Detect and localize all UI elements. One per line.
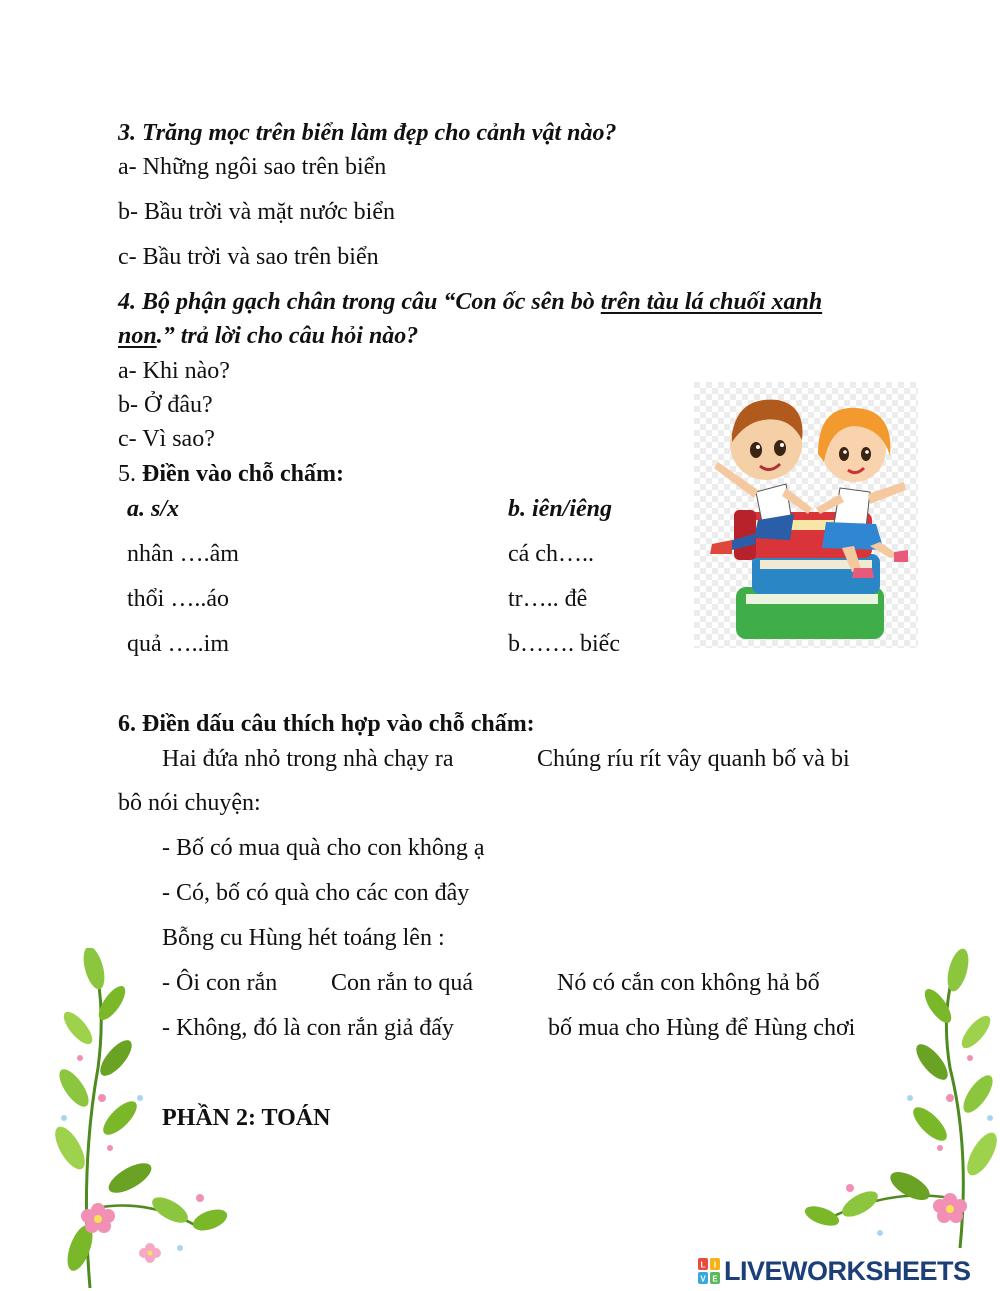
question-5-title xyxy=(118,459,344,489)
flower-decoration-left xyxy=(50,948,235,1291)
passage-line-6a: - Ôi con rắn xyxy=(162,970,278,996)
question-5-number: 5. xyxy=(118,461,142,487)
passage-line-7a: - Không, đó là con rắn giả đấy xyxy=(162,1015,454,1041)
question-3-option-a: a- Những ngôi sao trên biển xyxy=(118,154,387,180)
fill-item-b3[interactable]: b……. biếc xyxy=(508,631,620,657)
badge-letter-e: E xyxy=(712,1274,718,1284)
liveworksheets-badge-icon xyxy=(698,1258,720,1284)
part-2-heading: PHẦN 2: TOÁN xyxy=(162,1105,331,1131)
flower-decoration-right xyxy=(800,948,1000,1248)
fill-item-a2[interactable]: thổi …..áo xyxy=(127,586,229,612)
question-4-underlined-part2: non xyxy=(118,323,157,349)
fill-item-a1[interactable]: nhân ….âm xyxy=(127,541,239,567)
question-4-option-a: a- Khi nào? xyxy=(118,358,230,384)
column-a-header: a. s/x xyxy=(127,496,180,522)
passage-line-2: bô nói chuyện: xyxy=(118,790,261,816)
question-4-title-line1 xyxy=(118,287,822,317)
fill-item-b2[interactable]: tr….. đê xyxy=(508,586,588,612)
passage-line-6b: Con rắn to quá xyxy=(331,970,473,996)
question-6-title: 6. Điền dấu câu thích hợp vào chỗ chấm: xyxy=(118,711,535,737)
question-3-title: 3. Trăng mọc trên biển làm đẹp cho cảnh vật nào? xyxy=(118,120,617,146)
question-4-underlined-part1: trên tàu lá chuối xanh xyxy=(600,289,823,315)
liveworksheets-logo xyxy=(698,1256,971,1286)
passage-line-5: Bỗng cu Hùng hét toáng lên : xyxy=(162,925,445,951)
fill-item-b1[interactable]: cá ch….. xyxy=(508,541,594,567)
passage-line-1b: Chúng ríu rít vây quanh bố và bi xyxy=(537,746,850,772)
column-b-header: b. iên/iêng xyxy=(508,496,613,522)
liveworksheets-wordmark: LIVEWORKSHEETS xyxy=(724,1255,971,1286)
question-4-option-c: c- Vì sao? xyxy=(118,426,215,452)
question-3-option-b: b- Bầu trời và mặt nước biển xyxy=(118,199,395,225)
passage-line-3: - Bố có mua quà cho con không ạ xyxy=(162,835,485,861)
passage-line-1a: Hai đứa nhỏ trong nhà chạy ra xyxy=(162,746,454,772)
question-4-option-b: b- Ở đâu? xyxy=(118,392,213,418)
kids-on-books-illustration xyxy=(694,382,918,648)
question-5-heading: Điền vào chỗ chấm: xyxy=(142,461,344,487)
passage-line-4: - Có, bố có quà cho các con đây xyxy=(162,880,470,906)
question-4-text-post: .” trả lời cho câu hỏi nào? xyxy=(156,323,419,349)
badge-letter-l: L xyxy=(700,1260,706,1270)
passage-line-6c: Nó có cắn con không hả bố xyxy=(557,970,820,996)
fill-item-a3[interactable]: quả …..im xyxy=(127,631,229,657)
badge-letter-v: V xyxy=(700,1274,706,1284)
question-4-text-pre: 4. Bộ phận gạch chân trong câu “Con ốc sên bò xyxy=(118,289,601,315)
badge-letter-i: I xyxy=(713,1260,717,1270)
question-3-option-c: c- Bầu trời và sao trên biển xyxy=(118,244,379,270)
question-4-title-line2 xyxy=(118,321,418,351)
passage-line-7b: bố mua cho Hùng để Hùng chơi xyxy=(548,1015,856,1041)
